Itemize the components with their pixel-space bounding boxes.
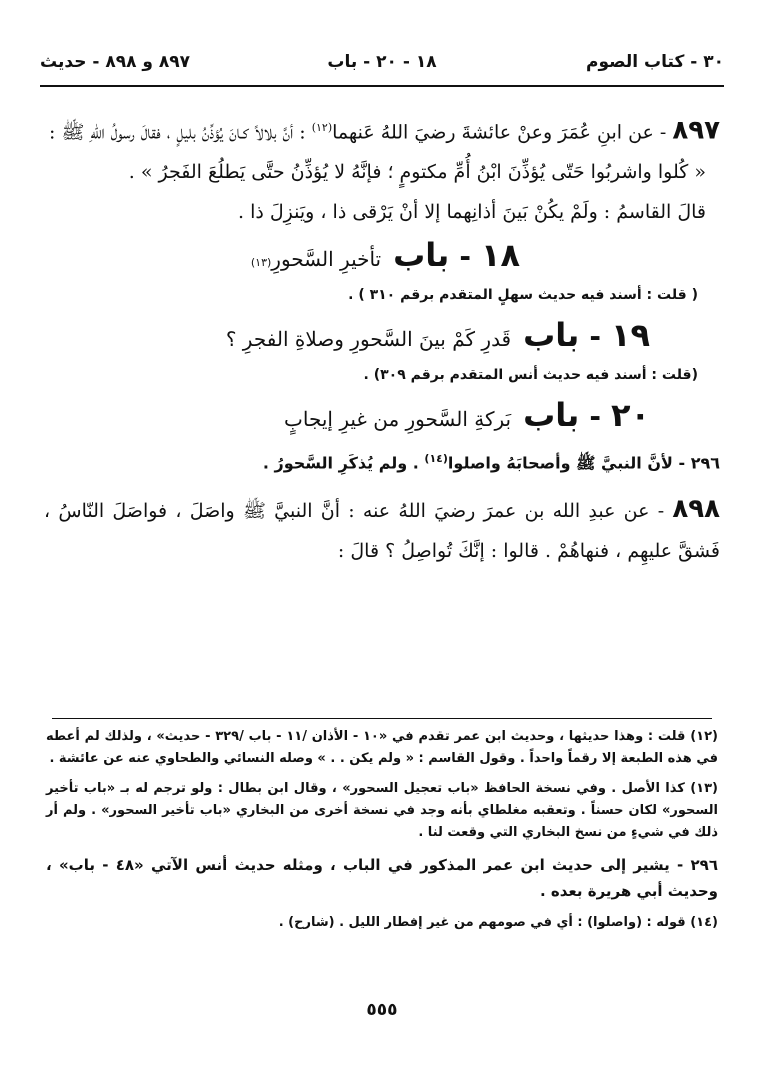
chapter-18-note: ( قلت : أسند فيه حديث سهلٍ المتقدم برقم ٣١٠ ) . — [348, 287, 698, 304]
mu-allaq-text: . ولم يُذكَرِ السَّحورُ . — [262, 453, 419, 473]
footnote-12 — [46, 726, 718, 770]
hadith-text: - عن عبدِ الله بن عمرَ رضيَ اللهُ عنه : أنَّ النبيَّ ﷺ واصَلَ ، فواصَلَ — [112, 499, 665, 522]
chapter-number: ١٩ — [610, 316, 650, 355]
page-number: ٥٥٥ — [366, 1000, 398, 1020]
chapter-number: ١٨ — [480, 236, 520, 275]
hadith-number: ٨٩٧ — [672, 115, 720, 146]
hadith-text: : أنَّ بلالاً كـانَ يُؤذِّنُ — [201, 121, 306, 144]
footnote-number: (١٤) — [690, 915, 718, 930]
chapter-bab-label: باب — [523, 396, 580, 435]
chapter-19-note: (قلت : أسند فيه حديث أنس المتقدم برقم ٣٠٩) . — [363, 367, 698, 384]
running-header — [40, 48, 724, 76]
commentary-296 — [46, 852, 718, 904]
footnote-text: قلت : وهذا حديثها ، وحديث ابن عمر تقدم في «١٠ - الأذان /١١ - باب /٣٢٩ - حديث» ، ولذلك لم أعطه في هذه الطبعة إلا رقماً واحداً . وقول القاسم : « ولم يكن . . » وصله النسائي والطحاوي عنه عن عائشة . — [46, 729, 718, 766]
chapter-19-heading — [44, 316, 720, 354]
hadith-text: - عن ابنِ عُمَرَ وعنْ عائشةَ رضيَ اللهُ عَنهما — [332, 121, 667, 144]
header-hadith-range: ٨٩٧ و ٨٩٨ - حديث — [40, 52, 191, 72]
qasim-statement: قالَ القاسمُ : ولَمْ يكُنْ بَينَ أذانِهما إلا أنْ يَرْقى ذا ، ويَنزِلَ ذا . — [237, 201, 706, 224]
hadith-text: النّاسُ ، فَشقَّ عليهِم ، فنهاهُمْ . قالوا : إنَّكَ تُواصِلُ ؟ قالَ : — [44, 499, 720, 562]
chapter-title: بَركةِ السَّحورِ من غيرِ إيجابٍ — [284, 407, 512, 432]
prophet-quote: « كُلوا واشربُوا حَتّى يُؤذِّنَ ابْنُ أُمِّ مكتومٍ ؛ فإنَّهُ لا يُؤذِّنُ حتَّى يَطلُعَ الفَجرُ » . — [128, 161, 706, 184]
chapter-20-heading — [44, 396, 720, 434]
chapter-number: ٢٠ — [610, 396, 650, 435]
chapter-dash: - — [589, 400, 601, 434]
footnote-14 — [46, 912, 718, 934]
hadith-898-paragraph — [44, 489, 720, 571]
commentary-number: ٢٩٦ - — [677, 856, 718, 874]
footnote-text: كذا الأصل . وفي نسخة الحافظ «باب تعجيل السحور» ، وقال ابن بطال : ولو ترجم له بـ «باب تأخير السحور» لكان حسناً . وتعقبه مغلطاي بأنه وجد في نسخة أخرى من البخاري «باب تأخير السحور» . ولم أر ذلك في شيءٍ من نسخ البخاري التي وقعت لنا . — [46, 781, 718, 840]
footnote-ref[interactable]: (١٢) — [311, 121, 333, 134]
chapter-dash: - — [459, 240, 471, 274]
footnote-ref[interactable]: (١٣) — [250, 256, 272, 270]
footnote-text: قوله : (واصلوا) : أي في صومهم من غير إفطار الليل . (شارح) . — [278, 915, 686, 930]
footnote-divider — [52, 718, 712, 719]
commentary-text: يشير إلى حديث ابن عمر المذكور في الباب ، ومثله حديث أنس الآتي «٤٨ - باب» ، وحديث أبي هريرة بعده . — [46, 856, 718, 900]
header-chapters: ١٨ - ٢٠ - باب — [327, 52, 437, 72]
footnote-number: (١٢) — [690, 729, 718, 744]
header-book-title: ٣٠ - كتاب الصوم — [586, 52, 724, 72]
chapter-20-mu-allaq — [44, 440, 720, 482]
header-rule — [40, 85, 724, 87]
hadith-text: بليلٍ ، فقالَ رسولُ اللهِ ﷺ : — [49, 121, 196, 144]
chapter-18-heading — [44, 236, 720, 274]
footnote-number: (١٣) — [690, 781, 718, 796]
chapter-dash: - — [589, 320, 601, 354]
chapter-title: قَدرِ كَمْ بينَ السَّحورِ وصلاةِ الفجرِ ؟ — [225, 327, 512, 352]
chapter-bab-label: باب — [393, 236, 450, 275]
chapter-title: تأخيرِ السَّحورِ — [271, 247, 382, 272]
footnote-13 — [46, 778, 718, 844]
footnote-ref[interactable]: (١٤) — [424, 452, 448, 466]
hadith-number: ٨٩٨ — [672, 493, 720, 524]
main-text — [44, 108, 720, 571]
hadith-897-paragraph — [44, 108, 720, 152]
footnotes-section — [46, 726, 718, 942]
mu-allaq-text: ٢٩٦ - لأنَّ النبيَّ ﷺ وأصحابَهُ واصلوا — [447, 453, 720, 473]
chapter-bab-label: باب — [523, 316, 580, 355]
